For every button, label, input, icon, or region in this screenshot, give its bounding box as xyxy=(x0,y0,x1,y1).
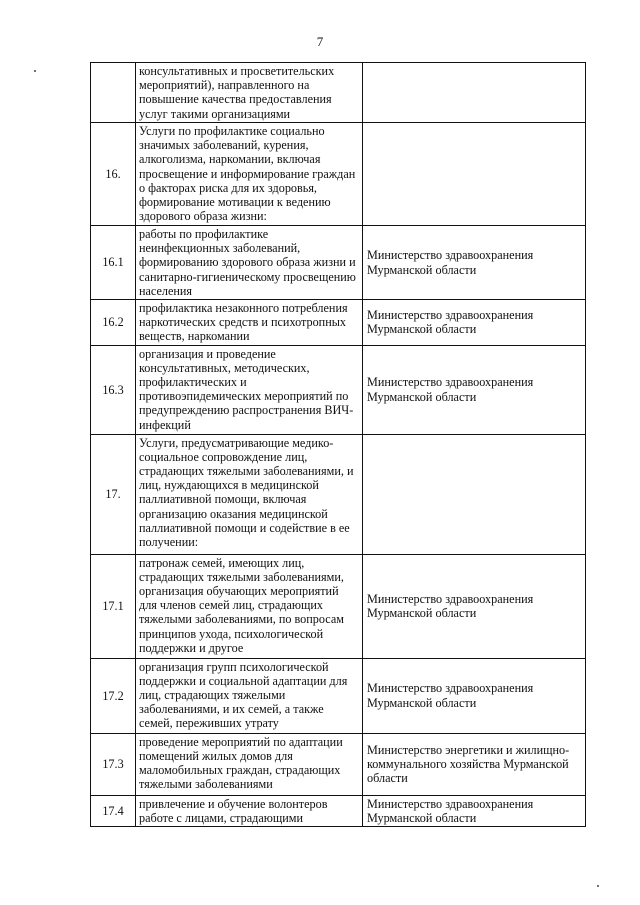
table-row xyxy=(91,554,586,658)
table-row xyxy=(91,658,586,733)
responsible-body: Министерство здравоохранения Мурманской области xyxy=(363,658,586,733)
responsible-body: Министерство здравоохранения Мурманской области xyxy=(363,345,586,434)
service-description: проведение мероприятий по адаптации помещений жилых домов для маломобильных граждан, страдающих тяжелыми заболеваниями xyxy=(136,733,363,795)
service-description: патронаж семей, имеющих лиц, страдающих тяжелыми заболеваниями, организация обучающих мероприятий для членов семей лиц, страдающих тяжелыми заболеваниями, по вопросам принципов ухода, психологической поддержки и другое xyxy=(136,554,363,658)
table-row xyxy=(91,434,586,554)
service-description: привлечение и обучение волонтеров работе с лицами, страдающими xyxy=(136,795,363,826)
row-number xyxy=(91,63,136,123)
scan-speck xyxy=(34,70,36,72)
row-number: 17.4 xyxy=(91,795,136,826)
table-row xyxy=(91,63,586,123)
service-description: профилактика незаконного потребления наркотических средств и психотропных веществ, наркомании xyxy=(136,300,363,346)
service-description: организация и проведение консультативных, методических, профилактических и противоэпидемических мероприятий по предупреждению распространения ВИЧ-инфекций xyxy=(136,345,363,434)
table-row xyxy=(91,123,586,226)
row-number: 17.1 xyxy=(91,554,136,658)
responsible-body xyxy=(363,63,586,123)
row-number: 17. xyxy=(91,434,136,554)
row-number: 16.2 xyxy=(91,300,136,346)
row-number: 17.3 xyxy=(91,733,136,795)
service-description: Услуги, предусматривающие медико-социальное сопровождение лиц, страдающих тяжелыми заболеваниями, и лиц, нуждающихся в медицинской паллиативной помощи, включая организацию оказания медицинской паллиативной помощи и содействие в ее получении: xyxy=(136,434,363,554)
responsible-body: Министерство здравоохранения Мурманской области xyxy=(363,300,586,346)
services-table xyxy=(90,62,586,827)
scan-speck xyxy=(597,885,599,887)
row-number: 16. xyxy=(91,123,136,226)
service-description: организация групп психологической поддержки и социальной адаптации для лиц, страдающих тяжелыми заболеваниями, и их семей, а также семей, переживших утрату xyxy=(136,658,363,733)
responsible-body: Министерство здравоохранения Мурманской области xyxy=(363,795,586,826)
responsible-body: Министерство здравоохранения Мурманской области xyxy=(363,554,586,658)
responsible-body xyxy=(363,123,586,226)
table-row xyxy=(91,226,586,300)
table-row xyxy=(91,300,586,346)
table-row xyxy=(91,795,586,826)
responsible-body: Министерство энергетики и жилищно-коммунального хозяйства Мурманской области xyxy=(363,733,586,795)
responsible-body: Министерство здравоохранения Мурманской области xyxy=(363,226,586,300)
responsible-body xyxy=(363,434,586,554)
service-description: работы по профилактике неинфекционных заболеваний, формированию здорового образа жизни и санитарно-гигиеническому просвещению населения xyxy=(136,226,363,300)
page-number: 7 xyxy=(316,34,324,49)
row-number: 17.2 xyxy=(91,658,136,733)
table-row xyxy=(91,345,586,434)
row-number: 16.3 xyxy=(91,345,136,434)
service-description: Услуги по профилактике социально значимых заболеваний, курения, алкоголизма, наркомании, включая просвещение и информирование граждан о факторах риска для их здоровья, формирование мотивации к ведению здорового образа жизни: xyxy=(136,123,363,226)
service-description: консультативных и просветительских мероприятий), направленного на повышение качества предоставления услуг такими организациями xyxy=(136,63,363,123)
row-number: 16.1 xyxy=(91,226,136,300)
table-row xyxy=(91,733,586,795)
